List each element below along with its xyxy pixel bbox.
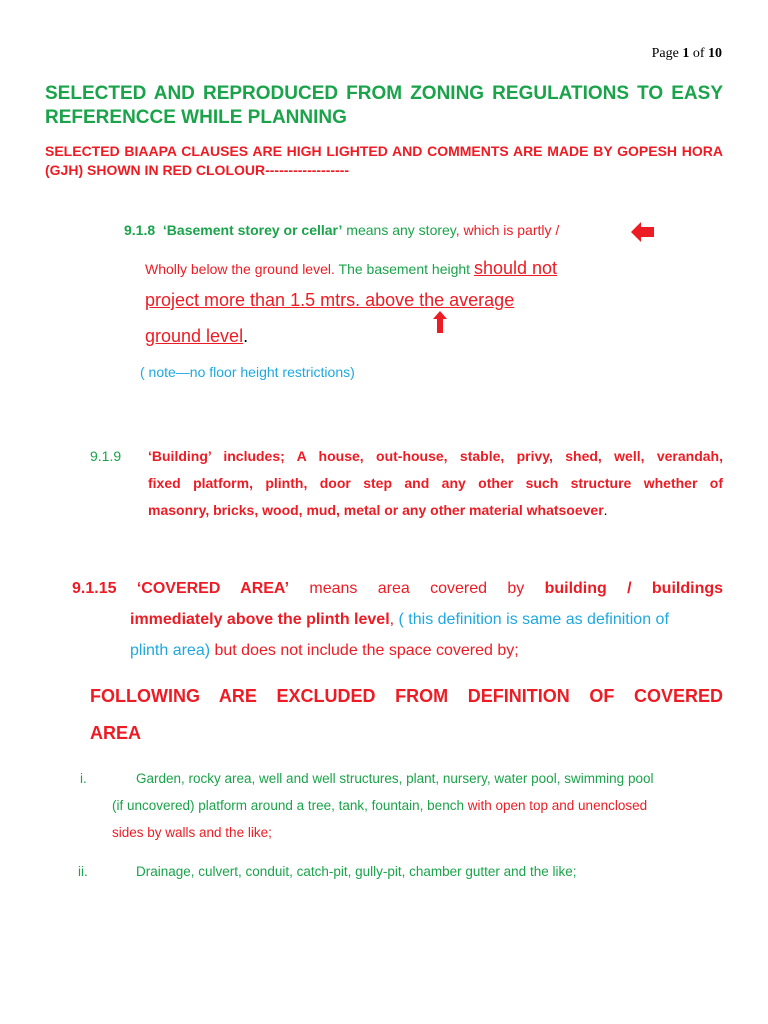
highlight-should-not: should not [473,258,558,278]
page-number: Page 1 of 10 [651,46,722,61]
clause-919-line1: ‘Building’ includes; A house, out-house, stable, privy, shed, well, verandah, [148,448,723,464]
list-item-1-line2: (if uncovered) platform around a tree, tank, fountain, bench with open top and unenclosed [112,798,648,813]
excluded-heading-line1: FOLLOWING ARE EXCLUDED FROM DEFINITION OF COVERED [90,686,723,706]
list-item-1-line1: Garden, rocky area, well and well structures, plant, nursery, water pool, swimming pool [136,771,654,786]
clause-9115-line1: 9.1.15 ‘COVERED AREA’ means area covered by building / buildings [72,580,724,597]
clause-918-line4: ground level. [145,326,249,346]
clause-term: ‘COVERED AREA’ [136,580,290,597]
clause-918-line3: project more than 1.5 mtrs. above the average [145,290,515,310]
clause-919-line2: fixed platform, plinth, door step and any other such structure whether of [148,475,723,491]
clause-918-note: ( note—no floor height restrictions) [140,364,355,380]
clause-number: 9.1.15 [72,580,137,597]
clause-918-line2: Wholly below the ground level. The basement height should not [145,258,558,278]
clause-9115-line2: immediately above the plinth level, ( this definition is same as definition of [130,611,669,628]
clause-number: 9.1.8 [124,222,156,238]
excluded-heading-line2: AREA [90,723,142,743]
up-arrow-icon [432,310,448,334]
document-title: SELECTED AND REPRODUCED FROM ZONING REGULATIONS TO EASY REFERENCCE WHILE PLANNING [45,83,723,128]
clause-919-line3: masonry, bricks, wood, mud, metal or any other material whatsoever. [148,502,608,518]
list-marker: ii. [78,864,88,879]
clause-term: ‘Basement storey or cellar’ [162,222,343,238]
clause-9115-line3: plinth area) but does not include the space covered by; [130,642,519,659]
document-subtitle: SELECTED BIAAPA CLAUSES ARE HIGH LIGHTED AND COMMENTS ARE MADE BY GOPESH HORA (GJH) SHOWN IN RED CLOLOUR------------------ [45,143,723,178]
list-item-1-line3: sides by walls and the like; [112,825,272,840]
list-item-2-line1: Drainage, culvert, conduit, catch-pit, gully-pit, chamber gutter and the like; [136,864,577,879]
clause-919-number: 9.1.9 [90,448,122,464]
left-arrow-icon [630,220,656,244]
list-marker: i. [80,771,87,786]
clause-918-line1: 9.1.8 ‘Basement storey or cellar’ means any storey, which is partly / [124,222,560,238]
